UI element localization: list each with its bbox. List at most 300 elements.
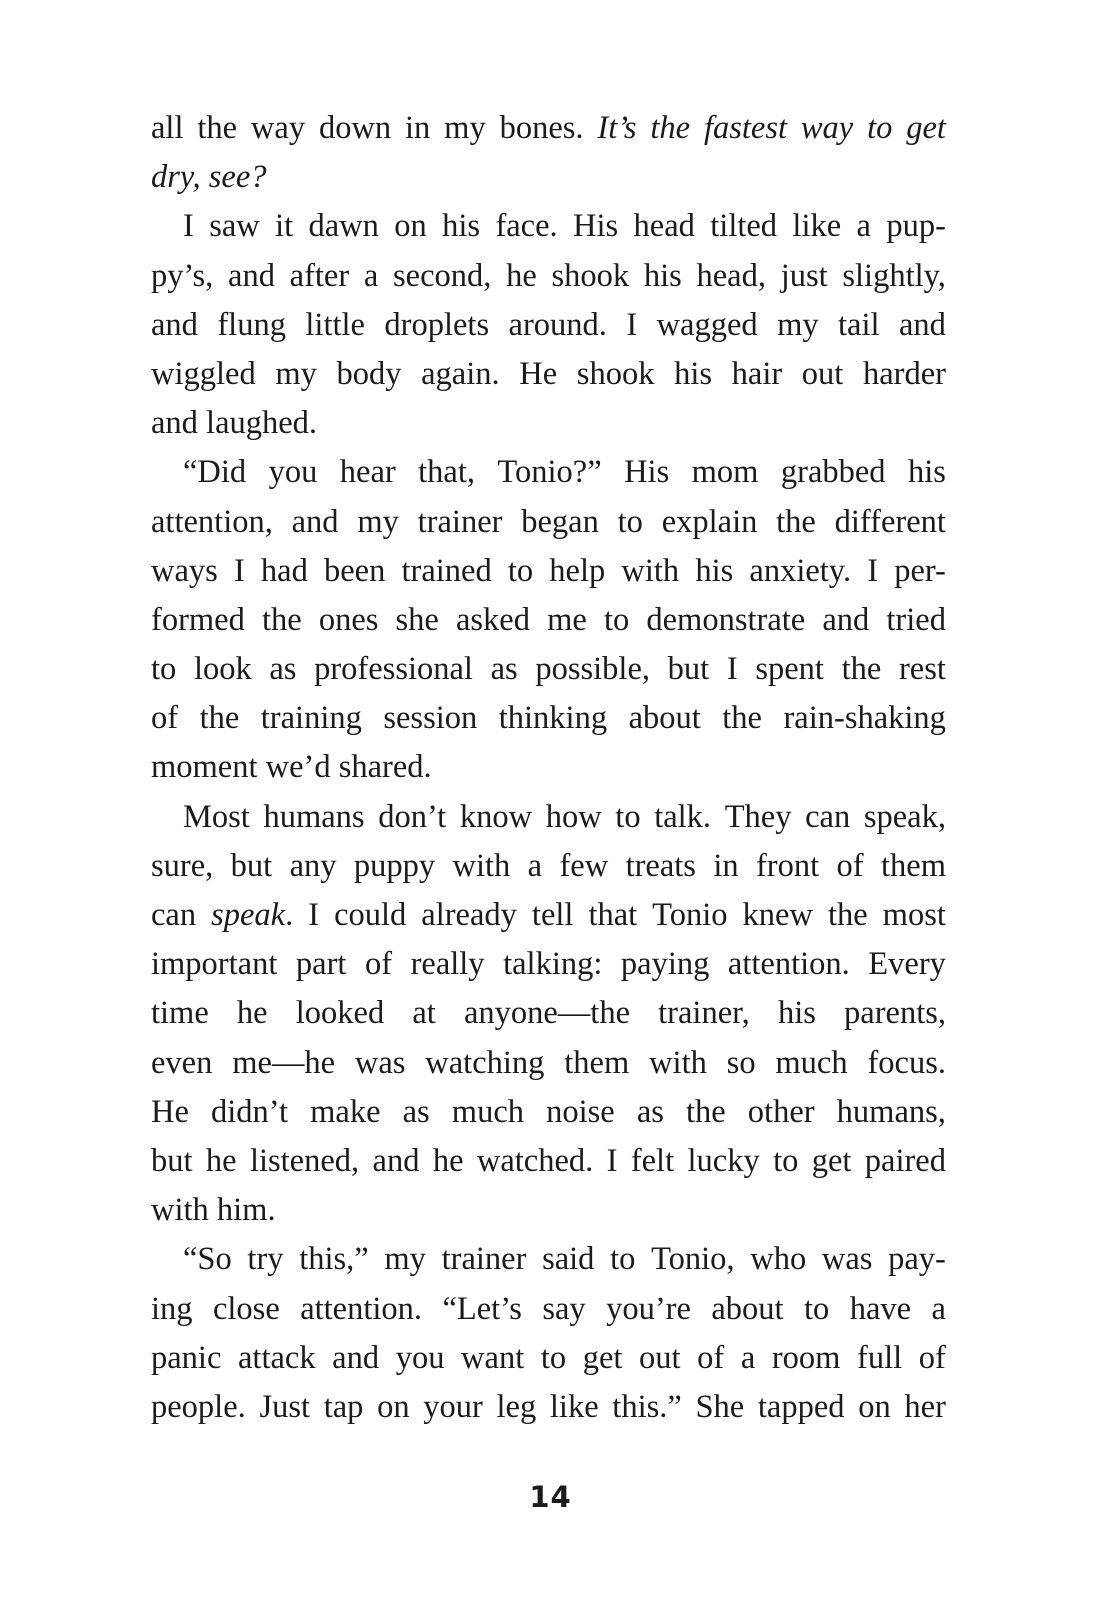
word: [755, 645, 824, 694]
text-segment: She: [695, 1388, 745, 1425]
italic-text: speak: [211, 897, 286, 933]
text-segment: on: [858, 1388, 891, 1425]
word: [899, 645, 946, 694]
text-segment: in: [405, 110, 431, 146]
word: [247, 1235, 283, 1284]
word: [232, 1039, 335, 1088]
text-segment: grabbed: [780, 454, 886, 491]
text-segment: Every: [868, 946, 946, 983]
page-number: 14: [529, 1480, 572, 1514]
word: [743, 891, 813, 940]
word: [183, 448, 246, 497]
word: [654, 793, 711, 842]
word: [151, 989, 209, 1038]
text-line: [151, 153, 946, 202]
word: [251, 104, 305, 153]
text-segment: body: [336, 355, 402, 392]
word: [634, 202, 695, 251]
text-segment: I: [867, 552, 879, 589]
word: [773, 1137, 798, 1186]
word: [629, 694, 701, 743]
text-segment: room: [771, 1339, 841, 1376]
word: [919, 1334, 946, 1383]
word: [804, 1285, 829, 1334]
word: [401, 547, 491, 596]
text-segment: look: [193, 651, 252, 688]
word: [626, 301, 637, 350]
word: [842, 252, 946, 301]
text-line: [151, 1334, 946, 1383]
word: [394, 202, 427, 251]
word: [491, 645, 518, 694]
text-segment: them: [881, 847, 946, 884]
italic-text: way: [800, 110, 854, 146]
word: [324, 547, 385, 596]
word: [337, 350, 402, 399]
word: [421, 891, 517, 940]
word: [183, 1235, 232, 1284]
text-segment: humans: [263, 798, 365, 835]
word: [319, 104, 391, 153]
word: [727, 645, 738, 694]
word: [200, 694, 240, 743]
text-segment: per-: [894, 552, 946, 589]
word: [573, 202, 618, 251]
word: [692, 448, 759, 497]
text-segment: looked: [295, 995, 385, 1032]
word: [639, 1334, 681, 1383]
text-segment: after: [289, 257, 350, 294]
word: [583, 1334, 623, 1383]
word: [211, 891, 293, 940]
text-segment: trainer,: [658, 995, 750, 1032]
word: [865, 1137, 946, 1186]
word: [477, 1137, 593, 1186]
text-segment: much: [775, 1044, 848, 1081]
text-line: [151, 252, 946, 301]
text-segment: important: [151, 946, 278, 983]
text-line: [151, 743, 946, 792]
text-segment: began: [521, 503, 599, 540]
text-segment: didn’t: [211, 1093, 289, 1130]
text-segment: attack: [237, 1339, 316, 1376]
word: [722, 694, 762, 743]
word: [547, 596, 587, 645]
text-segment: on: [394, 208, 427, 245]
word: [421, 350, 500, 399]
word: [217, 301, 286, 350]
text-segment: who: [750, 1241, 807, 1278]
word: [151, 1285, 193, 1334]
word: [783, 694, 945, 743]
text-segment: can: [805, 798, 851, 835]
word: [863, 350, 946, 399]
text-segment: second,: [393, 257, 492, 294]
text-segment: but: [667, 651, 710, 688]
word: [151, 104, 183, 153]
text-segment: the: [261, 601, 302, 638]
word: [261, 547, 308, 596]
word: [756, 842, 819, 891]
word: [456, 596, 530, 645]
text-segment: the: [841, 651, 882, 688]
text-segment: focus.: [867, 1044, 946, 1081]
text-segment: professional: [314, 651, 473, 688]
word: [355, 1039, 406, 1088]
text-segment: panic: [151, 1339, 222, 1376]
word: [687, 1137, 759, 1186]
text-segment: but: [151, 1142, 193, 1179]
text-segment: he: [432, 1142, 464, 1179]
text-segment: with: [452, 847, 511, 884]
text-segment: droplets: [384, 306, 490, 343]
word: [275, 202, 293, 251]
text-segment: I: [606, 1142, 618, 1179]
word: [828, 891, 868, 940]
word: [324, 1383, 364, 1432]
word: [822, 1235, 873, 1284]
text-segment: ones: [318, 601, 379, 638]
word: [206, 1137, 237, 1186]
text-line: [151, 940, 946, 989]
text-segment: and: [372, 1142, 420, 1179]
word: [444, 104, 486, 153]
text-segment: attention.: [300, 1290, 423, 1327]
word: [151, 842, 213, 891]
text-segment: Tonio: [652, 897, 728, 933]
text-segment: front: [755, 847, 820, 884]
text-segment: slightly,: [842, 257, 946, 294]
text-segment: anyone—the: [463, 995, 631, 1032]
text-segment: as: [490, 651, 518, 688]
word: [822, 596, 869, 645]
word: [503, 940, 602, 989]
text-segment: head: [633, 208, 695, 245]
text-segment: already: [421, 897, 517, 933]
text-segment: py’s,: [151, 257, 214, 294]
word: [650, 104, 690, 153]
word: [396, 596, 439, 645]
word: [309, 202, 379, 251]
word: [899, 301, 946, 350]
word: [183, 793, 250, 842]
text-segment: them: [564, 1044, 630, 1081]
text-segment: wagged: [656, 306, 758, 343]
text-segment: shook: [576, 355, 655, 392]
text-segment: “Did: [183, 454, 247, 491]
word: [261, 694, 362, 743]
word: [727, 1039, 756, 1088]
text-segment: He: [151, 1093, 189, 1130]
word: [906, 104, 946, 153]
word: [867, 547, 878, 596]
word: [686, 1088, 726, 1137]
word: [460, 793, 532, 842]
text-segment: trainer: [417, 503, 503, 540]
text-segment: how: [545, 798, 602, 835]
text-segment: the: [199, 700, 240, 737]
text-segment: a: [363, 257, 379, 294]
text-segment: a: [931, 1290, 946, 1327]
word: [631, 1137, 674, 1186]
text-segment: the: [197, 110, 238, 146]
text-segment: a: [740, 1339, 756, 1376]
word: [340, 448, 396, 497]
word: [713, 842, 738, 891]
text-segment: his: [674, 355, 713, 392]
word: [704, 104, 787, 153]
word: [857, 1334, 902, 1383]
text-segment: I: [626, 306, 638, 343]
text-segment: tell: [531, 897, 574, 933]
text-segment: close: [212, 1290, 280, 1327]
text-segment: trainer: [441, 1241, 527, 1278]
text-segment: dawn: [308, 208, 379, 245]
text-line: [151, 989, 946, 1038]
text-segment: the: [685, 1093, 726, 1130]
text-segment: watched.: [476, 1142, 594, 1179]
word: [741, 1334, 755, 1383]
word: [269, 645, 296, 694]
text-line: [151, 498, 946, 547]
text-segment: harder: [862, 355, 946, 392]
word: [528, 842, 542, 891]
text-segment: and: [822, 601, 870, 638]
word: [695, 1383, 744, 1432]
word: [842, 645, 882, 694]
text-segment: at: [412, 995, 436, 1032]
text-segment: his: [777, 995, 816, 1032]
italic-text: to: [867, 110, 893, 146]
word: [151, 547, 218, 596]
text-segment: the: [722, 700, 762, 737]
text-segment: noise: [546, 1093, 615, 1130]
word: [269, 448, 318, 497]
text-segment: on: [377, 1388, 410, 1425]
word: [850, 1285, 911, 1334]
text-segment: a: [856, 208, 871, 245]
text-line: [151, 202, 946, 251]
word: [151, 940, 277, 989]
word: [612, 1383, 682, 1432]
word: [151, 1039, 212, 1088]
text-line: [151, 104, 946, 153]
word: [464, 989, 630, 1038]
text-segment: moment we’d shared.: [151, 749, 432, 786]
word: [775, 1039, 847, 1088]
word: [151, 1137, 193, 1186]
text-segment: you’re: [606, 1290, 691, 1327]
word: [577, 350, 655, 399]
text-segment: this,”: [299, 1241, 369, 1278]
word: [151, 1334, 221, 1383]
text-segment: my: [444, 110, 486, 146]
word: [411, 940, 485, 989]
word: [364, 252, 378, 301]
text-segment: attention.: [727, 946, 850, 983]
word: [776, 498, 816, 547]
text-segment: talk.: [654, 798, 712, 835]
word: [319, 596, 379, 645]
word: [550, 1383, 599, 1432]
text-line: [151, 694, 946, 743]
word: [658, 989, 750, 1038]
text-segment: watching: [425, 1044, 545, 1081]
text-segment: of: [697, 1339, 725, 1376]
word: [674, 350, 712, 399]
text-segment: know: [459, 798, 533, 835]
text-segment: sure,: [151, 847, 214, 884]
text-segment: tail: [838, 306, 880, 343]
text-segment: shook: [551, 257, 630, 294]
text-segment: and laughed.: [151, 405, 318, 442]
word: [314, 645, 473, 694]
text-line: [151, 350, 946, 399]
word: [559, 842, 608, 891]
text-segment: and: [332, 1339, 380, 1376]
text-segment: felt: [630, 1142, 675, 1179]
text-segment: to: [610, 1241, 636, 1278]
text-segment: tap: [323, 1388, 364, 1425]
word: [781, 448, 886, 497]
word: [296, 989, 384, 1038]
word: [442, 1285, 521, 1334]
word: [532, 891, 574, 940]
word: [838, 301, 880, 350]
text-segment: parents,: [844, 995, 946, 1032]
text-segment: it: [275, 208, 294, 245]
text-segment: trained: [401, 552, 492, 589]
text-segment: humans,: [836, 1093, 946, 1130]
text-segment: talking:: [503, 946, 603, 983]
page-body: [151, 104, 946, 1432]
text-line: [151, 1235, 946, 1284]
text-segment: to: [507, 552, 534, 589]
text-segment: training: [260, 700, 362, 737]
word: [259, 1383, 310, 1432]
text-line: [151, 1137, 946, 1186]
text-segment: puppy: [353, 847, 436, 884]
word: [334, 891, 406, 940]
text-segment: any: [289, 847, 337, 884]
text-segment: His: [573, 208, 619, 245]
text-line: [151, 399, 946, 448]
word: [542, 1235, 594, 1284]
word: [499, 694, 607, 743]
italic-text: dry, see?: [151, 159, 267, 196]
text-segment: Tonio?”: [497, 454, 602, 491]
word: [792, 202, 841, 251]
text-segment: I: [233, 552, 245, 589]
text-line: [151, 891, 946, 940]
text-segment: attention,: [151, 503, 273, 540]
word: [521, 498, 599, 547]
word: [423, 1383, 483, 1432]
word: [425, 1039, 544, 1088]
word: [588, 891, 637, 940]
text-segment: my: [777, 306, 819, 343]
text-segment: part: [295, 946, 347, 983]
text-segment: to: [151, 651, 177, 688]
text-line: [151, 547, 946, 596]
text-segment: was: [354, 1044, 406, 1081]
word: [801, 104, 853, 153]
text-segment: treats: [625, 847, 696, 884]
word: [418, 498, 503, 547]
text-line: [151, 842, 946, 891]
word: [332, 1334, 379, 1383]
text-segment: my: [275, 355, 317, 392]
text-line: [151, 1383, 946, 1432]
word: [564, 1039, 629, 1088]
text-segment: people.: [151, 1388, 246, 1425]
text-segment: like: [792, 208, 842, 245]
word: [867, 104, 892, 153]
word: [657, 301, 758, 350]
word: [403, 1088, 430, 1137]
text-segment: me—he: [232, 1044, 336, 1081]
text-segment: knew: [742, 897, 813, 933]
word: [453, 842, 511, 891]
word: [263, 793, 364, 842]
text-segment: you: [268, 454, 318, 491]
text-segment: pup-: [886, 208, 946, 245]
word: [305, 301, 365, 350]
text-segment: other: [747, 1093, 815, 1130]
text-segment: little: [305, 306, 365, 343]
text-segment: get: [582, 1339, 623, 1376]
text-segment: wiggled: [151, 355, 256, 392]
word: [615, 793, 640, 842]
text-segment: bones.: [499, 110, 584, 146]
text-segment: his: [442, 208, 481, 245]
word: [508, 547, 533, 596]
word: [695, 547, 733, 596]
word: [607, 1137, 618, 1186]
text-segment: I: [308, 897, 320, 933]
word: [197, 104, 237, 153]
text-segment: session: [383, 700, 478, 737]
word: [728, 940, 850, 989]
word: [433, 1137, 464, 1186]
word: [151, 1383, 246, 1432]
text-segment: They: [724, 798, 792, 835]
word: [644, 252, 682, 301]
word: [213, 1285, 280, 1334]
text-segment: been: [323, 552, 386, 589]
text-segment: and: [291, 503, 339, 540]
word: [549, 547, 605, 596]
text-segment: to: [773, 1142, 799, 1179]
text-line: [151, 1088, 946, 1137]
word: [857, 202, 871, 251]
text-segment: and: [898, 306, 946, 343]
text-segment: was: [821, 1241, 873, 1278]
text-segment: had: [260, 552, 308, 589]
word: [552, 252, 630, 301]
text-segment: head,: [696, 257, 766, 294]
text-segment: and: [151, 306, 198, 343]
word: [209, 202, 260, 251]
word: [234, 547, 245, 596]
text-segment: Just: [259, 1388, 311, 1425]
text-segment: you: [395, 1339, 445, 1376]
word: [393, 252, 491, 301]
text-segment: he: [236, 995, 268, 1032]
word: [748, 1088, 815, 1137]
italic-text: fastest: [703, 110, 788, 146]
word: [812, 1137, 852, 1186]
